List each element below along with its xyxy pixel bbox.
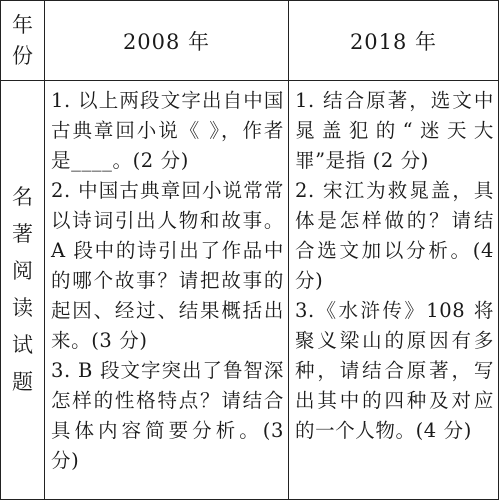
column-header-2018: 2018 年: [289, 1, 499, 81]
column-header-2008: 2008 年: [45, 1, 289, 81]
questions-2008-cell: [45, 81, 289, 500]
question-2008-2: 2. 中国古典章回小说常常以诗词引出人物和故事。A 段中的诗引出了作品中的哪个故事？请把故事的起因、经过、结果概括出来。(3 分): [51, 179, 284, 352]
corner-label: 年份: [12, 12, 33, 68]
question-2008-3: 3. B 段文字突出了鲁智深怎样的性格特点？请结合具体内容简要分析。(3 分): [51, 359, 284, 472]
row-label: 名著阅读试题: [12, 185, 33, 394]
question-2018-1: 1. 结合原著，选文中晁盖犯的“迷天大罪”是指 (2 分): [295, 89, 494, 172]
question-2018-3: 3.《水浒传》108 将聚义梁山的原因有多种，请结合原著，写出其中的四种及对应的一个人物。(4 分): [295, 299, 494, 442]
question-2008-1: 1. 以上两段文字出自中国古典章回小说《 》，作者是____。(2 分): [51, 89, 284, 172]
question-2018-2: 2. 宋江为救晁盖，具体是怎样做的？请结合选文加以分析。(4 分): [295, 179, 494, 292]
corner-cell: [1, 1, 45, 81]
header-row: [1, 1, 499, 81]
row-label-cell: [1, 81, 45, 500]
questions-2018-cell: [289, 81, 499, 500]
body-row: [1, 81, 499, 500]
